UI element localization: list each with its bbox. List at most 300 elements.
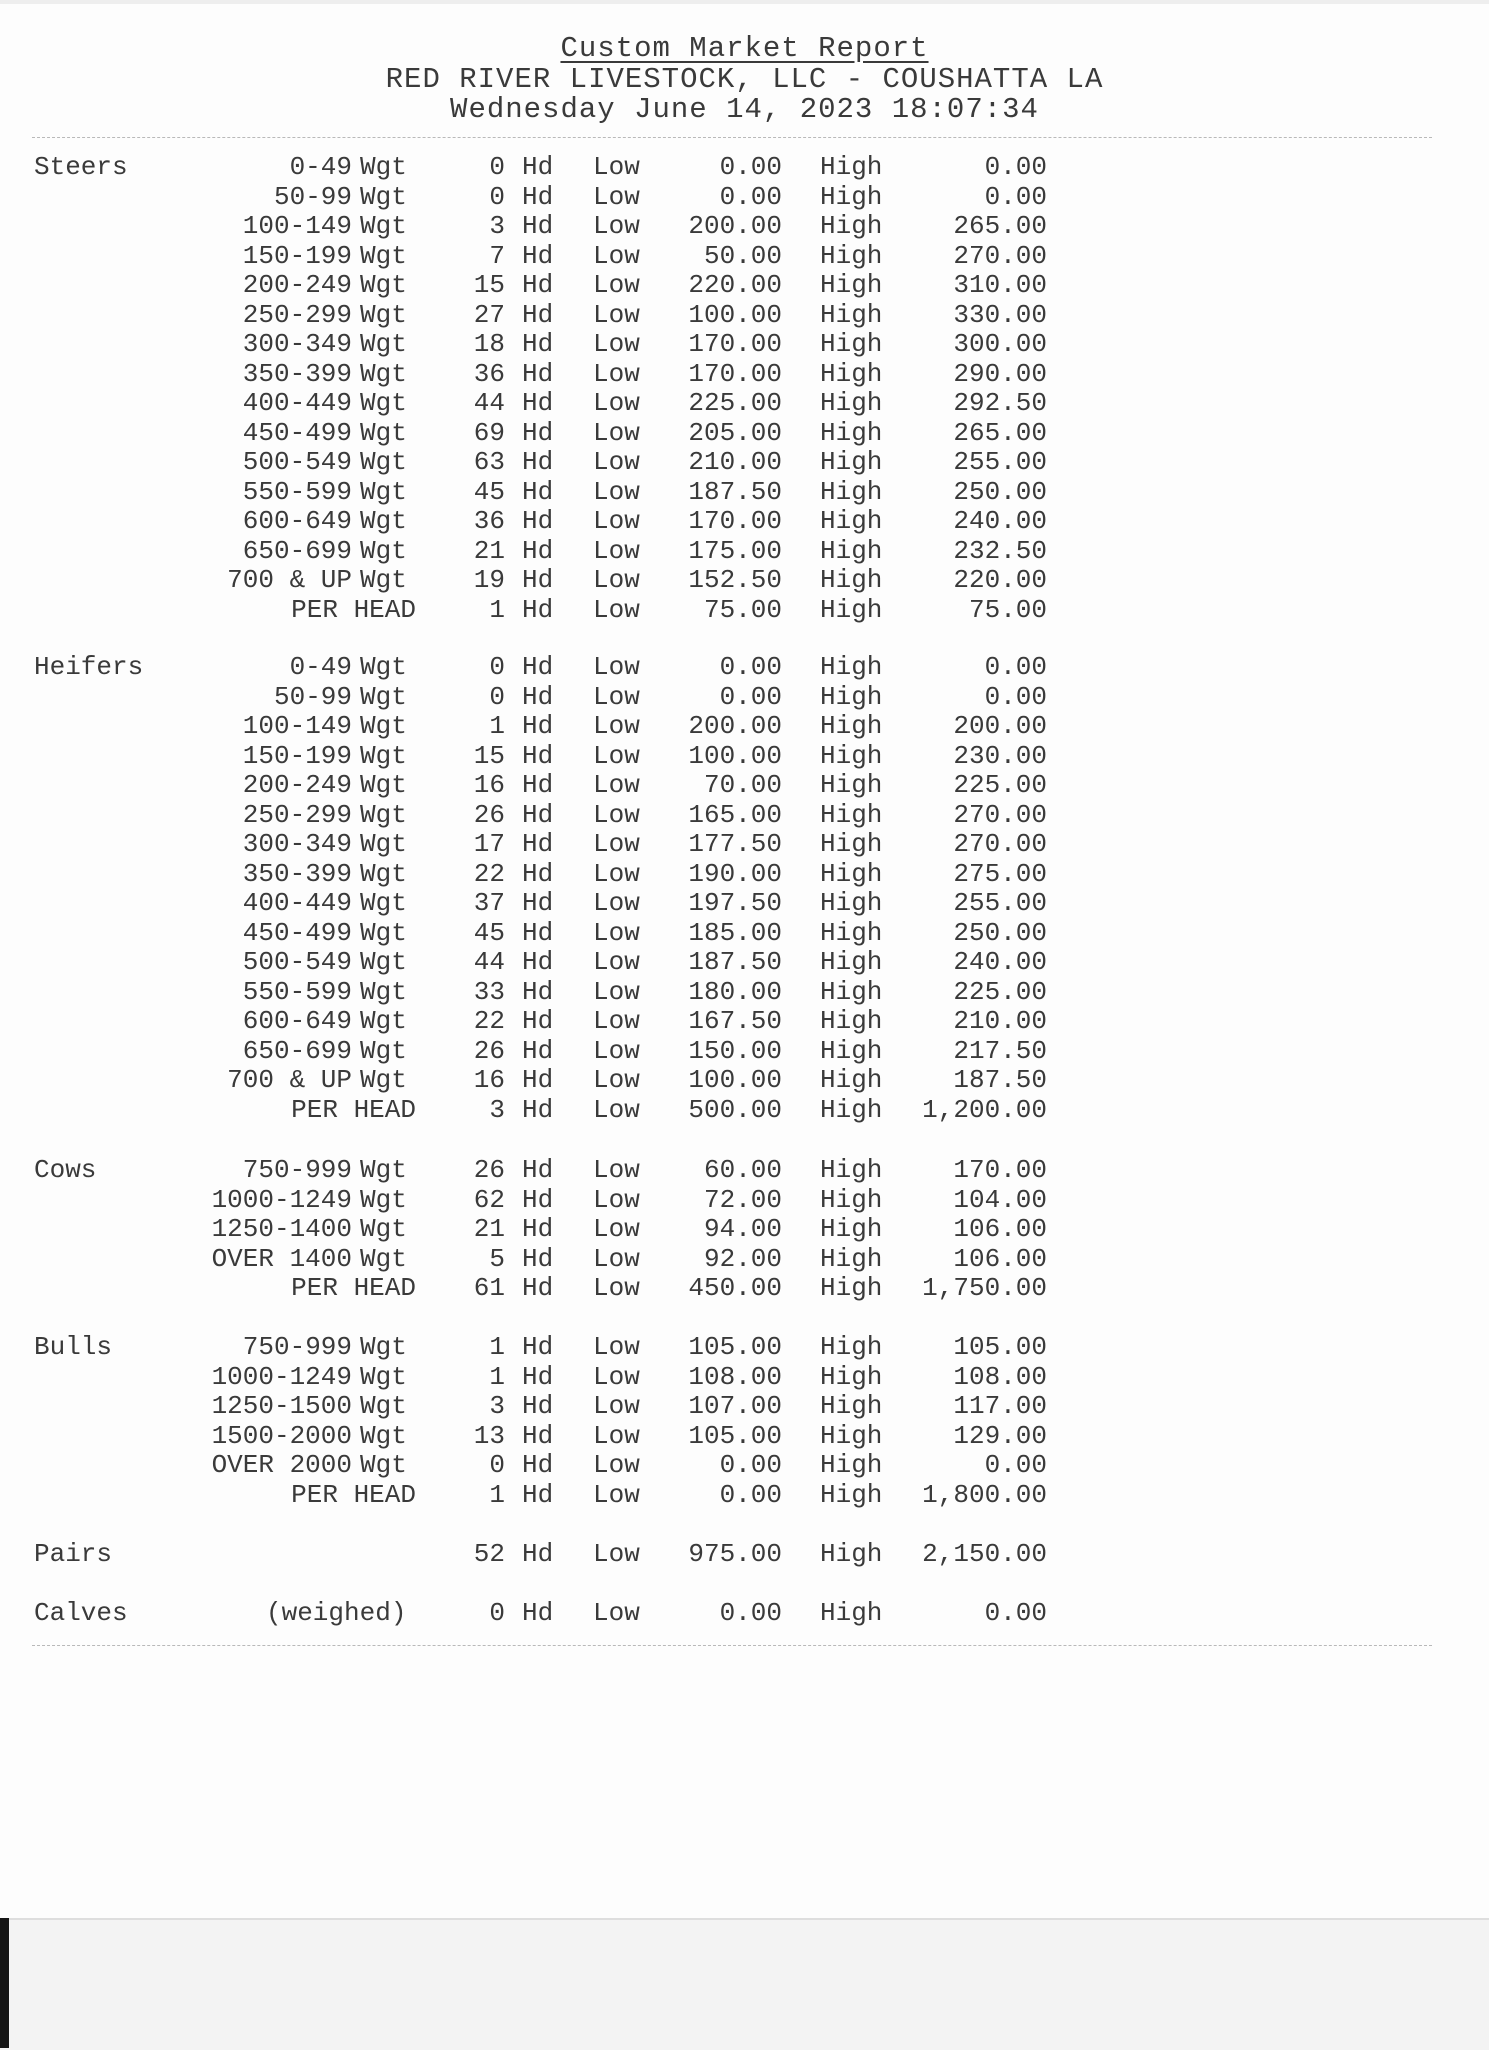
low-price: 200.00 (688, 211, 782, 241)
calves-row (0, 1599, 1489, 1629)
hd-label: Hd (522, 211, 554, 241)
high-label: High (820, 506, 883, 536)
wgt-label: Wgt (360, 858, 407, 889)
low-label: Low (593, 1539, 640, 1569)
wgt-label: Wgt (360, 299, 407, 330)
head-count: 16 (473, 1065, 505, 1095)
calves-section (0, 1599, 1489, 1629)
weight-range: 100-149 (242, 211, 352, 241)
wgt-label: Wgt (360, 681, 407, 712)
hd-label: Hd (522, 976, 554, 1007)
high-label: High (820, 535, 883, 566)
hd-label: Hd (522, 1420, 554, 1451)
weight-range: 550-599 (242, 476, 352, 507)
head-count: 16 (473, 770, 505, 800)
weight-range: 200-249 (242, 770, 352, 800)
low-price: 450.00 (688, 1273, 782, 1303)
hd-label: Hd (522, 1479, 554, 1510)
head-count: 63 (473, 447, 505, 477)
high-label: High (820, 888, 883, 918)
weight-range: OVER 1400 (211, 1243, 352, 1274)
high-label: High (820, 740, 883, 771)
weight-class-row (0, 419, 1489, 449)
hd-label: Hd (522, 1184, 554, 1215)
hd-label: Hd (522, 270, 554, 300)
high-label: High (820, 240, 883, 271)
head-count: 0 (489, 681, 505, 712)
low-price: 0.00 (719, 1598, 782, 1628)
section-label: Pairs (34, 1539, 113, 1569)
low-price: 105.00 (688, 1332, 782, 1362)
wgt-label: Wgt (360, 565, 407, 595)
low-label: Low (593, 1184, 640, 1215)
low-label: Low (593, 506, 640, 536)
weight-class-row (0, 360, 1489, 390)
high-price: 0.00 (984, 681, 1047, 712)
high-label: High (820, 476, 883, 507)
high-label: High (820, 1155, 883, 1185)
weight-range: 200-249 (242, 270, 352, 300)
high-label: High (820, 417, 883, 448)
head-count: 17 (473, 829, 505, 859)
high-price: 1,800.00 (922, 1479, 1047, 1510)
low-price: 197.50 (688, 888, 782, 918)
head-count: 19 (473, 565, 505, 595)
top-divider (32, 137, 1432, 138)
low-label: Low (593, 329, 640, 359)
wgt-label: Wgt (360, 476, 407, 507)
wgt-label: Wgt (360, 917, 407, 948)
weight-class-row (0, 978, 1489, 1008)
high-label: High (820, 1094, 883, 1125)
head-count: 0 (489, 1598, 505, 1628)
high-price: 0.00 (984, 652, 1047, 682)
high-price: 0.00 (984, 152, 1047, 182)
weight-range: 50-99 (273, 681, 352, 712)
high-price: 106.00 (953, 1214, 1047, 1244)
weight-range: 650-699 (242, 1035, 352, 1066)
high-label: High (820, 1420, 883, 1451)
head-count: 0 (489, 181, 505, 212)
high-price: 310.00 (953, 270, 1047, 300)
scanner-bed-strip (0, 1918, 1489, 2050)
hd-label: Hd (522, 565, 554, 595)
low-price: 170.00 (688, 329, 782, 359)
low-price: 175.00 (688, 535, 782, 566)
wgt-label: Wgt (360, 1214, 407, 1244)
high-price: 1,200.00 (922, 1094, 1047, 1125)
low-price: 225.00 (688, 388, 782, 418)
high-price: 255.00 (953, 888, 1047, 918)
low-label: Low (593, 388, 640, 418)
weight-class-row (0, 771, 1489, 801)
weight-range: 1500-2000 (211, 1420, 352, 1451)
head-count: 1 (489, 711, 505, 741)
low-label: Low (593, 447, 640, 477)
hd-label: Hd (522, 476, 554, 507)
low-label: Low (593, 270, 640, 300)
low-label: Low (593, 299, 640, 330)
weight-range: 450-499 (242, 417, 352, 448)
low-label: Low (593, 711, 640, 741)
head-count: 44 (473, 947, 505, 977)
low-price: 177.50 (688, 829, 782, 859)
head-count: 44 (473, 388, 505, 418)
weight-class-row (0, 948, 1489, 978)
head-count: 5 (489, 1243, 505, 1274)
low-label: Low (593, 417, 640, 448)
low-price: 0.00 (719, 681, 782, 712)
hd-label: Hd (522, 799, 554, 830)
low-label: Low (593, 829, 640, 859)
wgt-label: Wgt (360, 506, 407, 536)
wgt-label: Wgt (360, 329, 407, 359)
high-price: 105.00 (953, 1332, 1047, 1362)
hd-label: Hd (522, 299, 554, 330)
high-price: 275.00 (953, 858, 1047, 889)
weight-range: 400-449 (242, 388, 352, 418)
weight-range: 1250-1400 (211, 1214, 352, 1244)
per-head-row (0, 1274, 1489, 1304)
high-price: 250.00 (953, 917, 1047, 948)
low-price: 185.00 (688, 917, 782, 948)
steers-section (0, 153, 1489, 625)
high-label: High (820, 565, 883, 595)
high-label: High (820, 211, 883, 241)
low-price: 975.00 (688, 1539, 782, 1569)
low-price: 94.00 (703, 1214, 782, 1244)
high-label: High (820, 652, 883, 682)
weight-class-row (0, 478, 1489, 508)
hd-label: Hd (522, 1065, 554, 1095)
high-price: 255.00 (953, 447, 1047, 477)
low-price: 190.00 (688, 858, 782, 889)
low-label: Low (593, 358, 640, 389)
bottom-divider (32, 1645, 1432, 1646)
hd-label: Hd (522, 447, 554, 477)
low-label: Low (593, 1214, 640, 1244)
high-price: 0.00 (984, 1450, 1047, 1480)
weight-class-row (0, 1245, 1489, 1275)
high-price: 270.00 (953, 829, 1047, 859)
weight-range: 400-449 (242, 888, 352, 918)
high-price: 225.00 (953, 976, 1047, 1007)
wgt-label: Wgt (360, 1391, 407, 1421)
per-head-label: PER HEAD (291, 1273, 416, 1303)
head-count: 1 (489, 1332, 505, 1362)
weight-range: 0-49 (289, 152, 352, 182)
wgt-label: Wgt (360, 1450, 407, 1480)
low-label: Low (593, 565, 640, 595)
weight-range: 0-49 (289, 652, 352, 682)
weight-class-row (0, 1186, 1489, 1216)
low-price: 92.00 (703, 1243, 782, 1274)
scanner-edge-mark (0, 1918, 9, 2048)
low-label: Low (593, 535, 640, 566)
weight-class-row (0, 153, 1489, 183)
high-price: 240.00 (953, 947, 1047, 977)
weight-range: 350-399 (242, 858, 352, 889)
cows-section (0, 1156, 1489, 1304)
high-label: High (820, 1479, 883, 1510)
high-price: 108.00 (953, 1361, 1047, 1392)
high-label: High (820, 1184, 883, 1215)
wgt-label: Wgt (360, 417, 407, 448)
company-name: RED RIVER LIVESTOCK, LLC - COUSHATTA LA (385, 63, 1104, 96)
wgt-label: Wgt (360, 1184, 407, 1215)
low-label: Low (593, 1243, 640, 1274)
high-price: 250.00 (953, 476, 1047, 507)
wgt-label: Wgt (360, 740, 407, 771)
head-count: 15 (473, 740, 505, 771)
section-label: Steers (34, 152, 128, 182)
low-price: 210.00 (688, 447, 782, 477)
hd-label: Hd (522, 1243, 554, 1274)
hd-label: Hd (522, 770, 554, 800)
head-count: 26 (473, 799, 505, 830)
weight-range: 500-549 (242, 447, 352, 477)
weight-class-row (0, 1156, 1489, 1186)
weight-range: 450-499 (242, 917, 352, 948)
weight-class-row (0, 1333, 1489, 1363)
head-count: 45 (473, 917, 505, 948)
high-label: High (820, 681, 883, 712)
high-label: High (820, 1035, 883, 1066)
low-label: Low (593, 1155, 640, 1185)
pairs-section (0, 1540, 1489, 1570)
low-label: Low (593, 1479, 640, 1510)
low-label: Low (593, 799, 640, 830)
high-label: High (820, 1273, 883, 1303)
head-count: 3 (489, 1391, 505, 1421)
head-count: 36 (473, 358, 505, 389)
per-head-row (0, 596, 1489, 626)
low-price: 0.00 (719, 1479, 782, 1510)
section-label: Calves (34, 1598, 128, 1628)
hd-label: Hd (522, 535, 554, 566)
weight-class-row (0, 683, 1489, 713)
hd-label: Hd (522, 740, 554, 771)
low-price: 0.00 (719, 152, 782, 182)
low-price: 205.00 (688, 417, 782, 448)
hd-label: Hd (522, 594, 554, 625)
high-label: High (820, 181, 883, 212)
low-price: 100.00 (688, 740, 782, 771)
high-label: High (820, 1006, 883, 1036)
section-label: Bulls (34, 1332, 113, 1362)
high-price: 270.00 (953, 799, 1047, 830)
low-label: Low (593, 1361, 640, 1392)
low-price: 167.50 (688, 1006, 782, 1036)
high-label: High (820, 858, 883, 889)
low-label: Low (593, 1420, 640, 1451)
hd-label: Hd (522, 181, 554, 212)
high-label: High (820, 388, 883, 418)
high-price: 292.50 (953, 388, 1047, 418)
high-price: 225.00 (953, 770, 1047, 800)
per-head-row (0, 1096, 1489, 1126)
head-count: 3 (489, 211, 505, 241)
weight-class-row (0, 507, 1489, 537)
head-count: 21 (473, 535, 505, 566)
hd-label: Hd (522, 681, 554, 712)
low-price: 200.00 (688, 711, 782, 741)
hd-label: Hd (522, 947, 554, 977)
weight-range: 1250-1500 (211, 1391, 352, 1421)
head-count: 1 (489, 1361, 505, 1392)
head-count: 62 (473, 1184, 505, 1215)
high-price: 75.00 (968, 594, 1047, 625)
weight-range: 350-399 (242, 358, 352, 389)
calves-qualifier: (weighed) (266, 1598, 407, 1628)
head-count: 1 (489, 594, 505, 625)
high-price: 129.00 (953, 1420, 1047, 1451)
low-price: 0.00 (719, 181, 782, 212)
low-price: 0.00 (719, 1450, 782, 1480)
hd-label: Hd (522, 1155, 554, 1185)
high-label: High (820, 770, 883, 800)
weight-range: 1000-1249 (211, 1184, 352, 1215)
low-price: 107.00 (688, 1391, 782, 1421)
high-label: High (820, 1598, 883, 1628)
weight-range: 750-999 (242, 1155, 352, 1185)
wgt-label: Wgt (360, 270, 407, 300)
weight-class-row (0, 330, 1489, 360)
weight-range: 300-349 (242, 829, 352, 859)
weight-range: 50-99 (273, 181, 352, 212)
high-price: 1,750.00 (922, 1273, 1047, 1303)
wgt-label: Wgt (360, 535, 407, 566)
weight-range: 750-999 (242, 1332, 352, 1362)
low-price: 70.00 (703, 770, 782, 800)
hd-label: Hd (522, 1539, 554, 1569)
weight-class-row (0, 566, 1489, 596)
hd-label: Hd (522, 506, 554, 536)
low-label: Low (593, 594, 640, 625)
low-label: Low (593, 1065, 640, 1095)
high-price: 265.00 (953, 211, 1047, 241)
low-price: 170.00 (688, 506, 782, 536)
weight-class-row (0, 830, 1489, 860)
hd-label: Hd (522, 858, 554, 889)
weight-range: OVER 2000 (211, 1450, 352, 1480)
report-datetime: Wednesday June 14, 2023 18:07:34 (450, 93, 1039, 126)
head-count: 45 (473, 476, 505, 507)
high-price: 300.00 (953, 329, 1047, 359)
wgt-label: Wgt (360, 829, 407, 859)
weight-range: 600-649 (242, 506, 352, 536)
high-price: 104.00 (953, 1184, 1047, 1215)
low-label: Low (593, 947, 640, 977)
hd-label: Hd (522, 1094, 554, 1125)
wgt-label: Wgt (360, 947, 407, 977)
head-count: 22 (473, 1006, 505, 1036)
per-head-label: PER HEAD (291, 1479, 416, 1510)
weight-class-row (0, 537, 1489, 567)
wgt-label: Wgt (360, 799, 407, 830)
high-price: 220.00 (953, 565, 1047, 595)
weight-class-row (0, 183, 1489, 213)
hd-label: Hd (522, 417, 554, 448)
high-label: High (820, 594, 883, 625)
high-label: High (820, 1361, 883, 1392)
low-label: Low (593, 1273, 640, 1303)
weight-class-row (0, 448, 1489, 478)
low-label: Low (593, 211, 640, 241)
low-price: 108.00 (688, 1361, 782, 1392)
head-count: 0 (489, 152, 505, 182)
weight-class-row (0, 712, 1489, 742)
weight-class-row (0, 242, 1489, 272)
low-label: Low (593, 976, 640, 1007)
high-label: High (820, 1243, 883, 1274)
hd-label: Hd (522, 1273, 554, 1303)
low-price: 100.00 (688, 1065, 782, 1095)
low-price: 500.00 (688, 1094, 782, 1125)
head-count: 26 (473, 1155, 505, 1185)
head-count: 0 (489, 1450, 505, 1480)
high-price: 230.00 (953, 740, 1047, 771)
low-label: Low (593, 917, 640, 948)
weight-range: 150-199 (242, 240, 352, 271)
weight-class-row (0, 919, 1489, 949)
low-price: 150.00 (688, 1035, 782, 1066)
high-price: 0.00 (984, 1598, 1047, 1628)
weight-range: 700 & UP (227, 1065, 352, 1095)
wgt-label: Wgt (360, 240, 407, 271)
weight-class-row (0, 1422, 1489, 1452)
weight-range: 600-649 (242, 1006, 352, 1036)
high-label: High (820, 711, 883, 741)
high-label: High (820, 1065, 883, 1095)
weight-range: 550-599 (242, 976, 352, 1007)
high-price: 187.50 (953, 1065, 1047, 1095)
high-label: High (820, 358, 883, 389)
head-count: 7 (489, 240, 505, 271)
head-count: 36 (473, 506, 505, 536)
low-label: Low (593, 770, 640, 800)
high-price: 265.00 (953, 417, 1047, 448)
weight-range: 650-699 (242, 535, 352, 566)
per-head-label: PER HEAD (291, 594, 416, 625)
wgt-label: Wgt (360, 1243, 407, 1274)
weight-range: 300-349 (242, 329, 352, 359)
high-label: High (820, 947, 883, 977)
report-title: Custom Market Report (560, 32, 929, 65)
low-price: 187.50 (688, 476, 782, 507)
weight-range: 700 & UP (227, 565, 352, 595)
high-label: High (820, 917, 883, 948)
low-label: Low (593, 476, 640, 507)
low-label: Low (593, 1006, 640, 1036)
head-count: 0 (489, 652, 505, 682)
head-count: 37 (473, 888, 505, 918)
hd-label: Hd (522, 388, 554, 418)
weight-class-row (0, 860, 1489, 890)
head-count: 1 (489, 1479, 505, 1510)
low-price: 105.00 (688, 1420, 782, 1451)
weight-range: 100-149 (242, 711, 352, 741)
head-count: 27 (473, 299, 505, 330)
wgt-label: Wgt (360, 652, 407, 682)
weight-range: 250-299 (242, 799, 352, 830)
wgt-label: Wgt (360, 211, 407, 241)
low-label: Low (593, 681, 640, 712)
wgt-label: Wgt (360, 388, 407, 418)
low-price: 170.00 (688, 358, 782, 389)
low-price: 165.00 (688, 799, 782, 830)
hd-label: Hd (522, 1361, 554, 1392)
